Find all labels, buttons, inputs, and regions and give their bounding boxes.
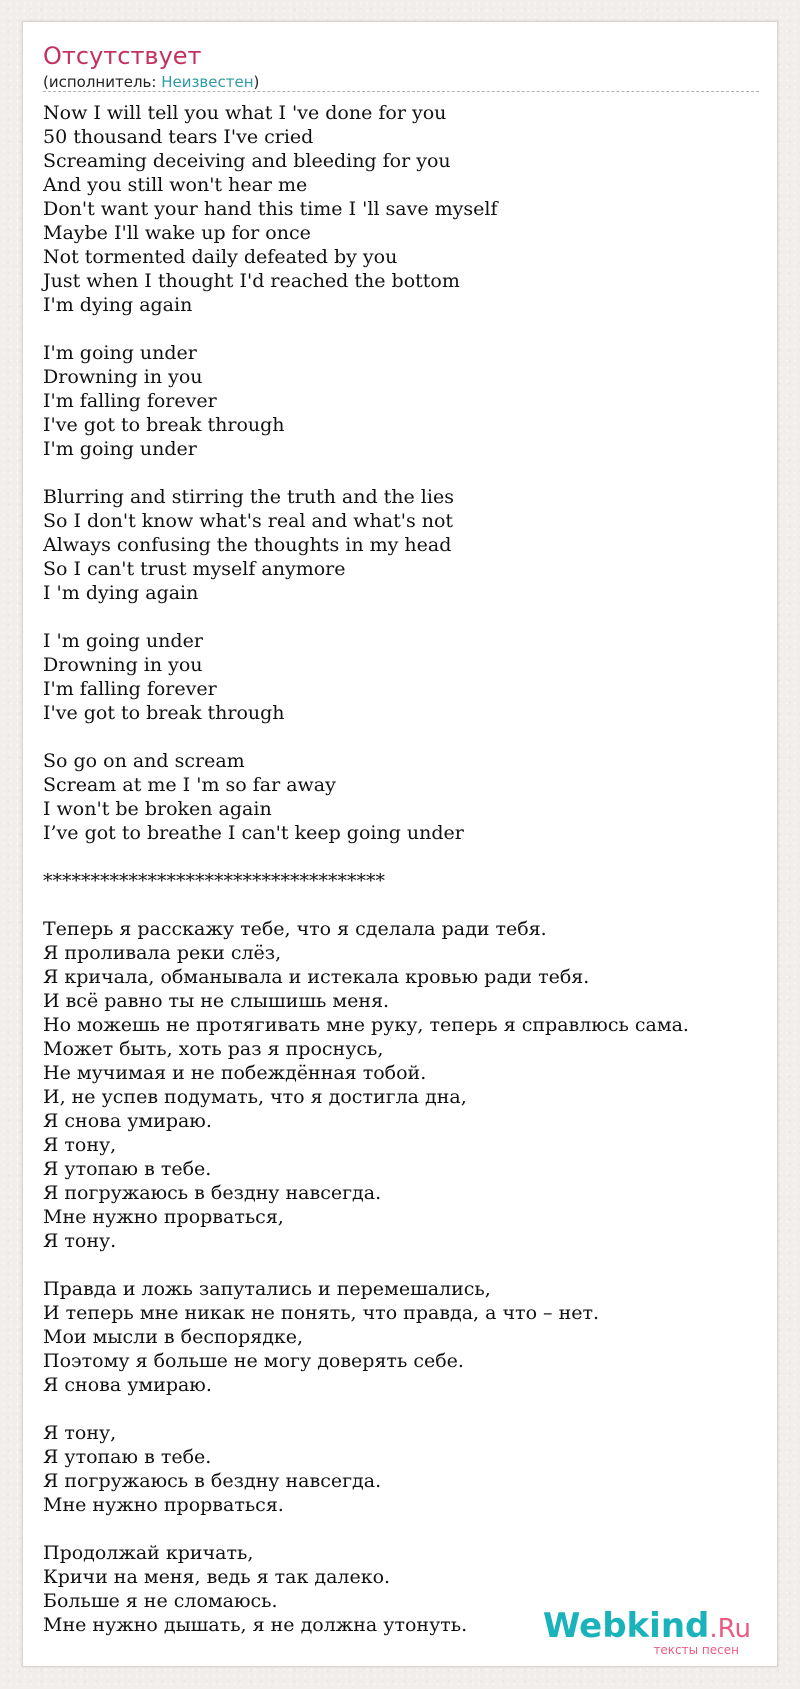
lyric-line: Но можешь не протягивать мне руку, теперь я справлюсь сама. xyxy=(43,1014,689,1036)
artist-link[interactable]: Неизвестен xyxy=(161,73,254,91)
lyric-blank-line xyxy=(43,1397,763,1421)
lyric-line: Я снова умираю. xyxy=(43,1110,212,1132)
lyric-line: И теперь мне никак не понять, что правда, а что – нет. xyxy=(43,1302,600,1324)
lyric-line: Мне нужно прорваться, xyxy=(43,1206,284,1228)
lyric-line: Мне нужно прорваться. xyxy=(43,1494,284,1516)
lyric-line: Blurring and stirring the truth and the lies xyxy=(43,486,454,508)
logo-domain: .Ru xyxy=(709,1614,751,1644)
logo-tagline: тексты песен xyxy=(653,1643,739,1657)
lyric-line: I'm going under xyxy=(43,438,197,460)
lyric-line: ************************************ xyxy=(43,870,385,892)
lyric-line: Я снова умираю. xyxy=(43,1374,212,1396)
lyric-line: I've got to break through xyxy=(43,702,285,724)
lyric-line: Теперь я расскажу тебе, что я сделала ради тебя. xyxy=(43,918,547,940)
artist-suffix: ) xyxy=(253,73,260,91)
lyric-blank-line xyxy=(43,605,763,629)
lyric-line: Мне нужно дышать, я не должна утонуть. xyxy=(43,1614,468,1636)
lyric-line: Мои мысли в беспорядке, xyxy=(43,1326,304,1348)
lyric-line: I'm dying again xyxy=(43,294,193,316)
lyric-line: Кричи на меня, ведь я так далеко. xyxy=(43,1566,391,1588)
lyric-line: Продолжай кричать, xyxy=(43,1542,254,1564)
lyric-line: So I can't trust myself anymore xyxy=(43,558,346,580)
lyric-line: Not tormented daily defeated by you xyxy=(43,246,398,268)
lyric-line: So go on and scream xyxy=(43,750,245,772)
lyric-line: And you still won't hear me xyxy=(43,174,308,196)
lyric-line: I'm falling forever xyxy=(43,678,217,700)
lyrics-card xyxy=(22,21,778,1667)
lyric-line: Я тону. xyxy=(43,1230,117,1252)
logo-main-text: Webkind xyxy=(542,1606,710,1646)
lyric-line: I've got to break through xyxy=(43,414,285,436)
lyric-line: Drowning in you xyxy=(43,654,203,676)
lyric-line: Scream at me I 'm so far away xyxy=(43,774,336,796)
lyric-blank-line xyxy=(43,461,763,485)
song-title: Отсутствует xyxy=(43,42,202,70)
lyric-line: Я погружаюсь в бездну навсегда. xyxy=(43,1182,382,1204)
lyrics-text xyxy=(43,101,763,1637)
lyric-line: Правда и ложь запутались и перемешались, xyxy=(43,1278,491,1300)
lyric-line: Just when I thought I'd reached the bottom xyxy=(43,270,460,292)
lyric-line: Поэтому я больше не могу доверять себе. xyxy=(43,1350,464,1372)
lyric-blank-line xyxy=(43,725,763,749)
lyric-line: И всё равно ты не слышишь меня. xyxy=(43,990,390,1012)
lyric-line: Always confusing the thoughts in my head xyxy=(43,534,452,556)
lyric-line: 50 thousand tears I've cried xyxy=(43,126,314,148)
lyric-line: So I don't know what's real and what's not xyxy=(43,510,454,532)
lyric-blank-line xyxy=(43,1517,763,1541)
lyric-line: Я утопаю в тебе. xyxy=(43,1158,212,1180)
lyric-line: I 'm going under xyxy=(43,630,203,652)
lyric-line: Drowning in you xyxy=(43,366,203,388)
lyric-line: Может быть, хоть раз я проснусь, xyxy=(43,1038,384,1060)
lyric-line: Now I will tell you what I 've done for you xyxy=(43,102,447,124)
lyric-blank-line xyxy=(43,1253,763,1277)
lyric-line: Я погружаюсь в бездну навсегда. xyxy=(43,1470,382,1492)
lyric-line: I’ve got to breathe I can't keep going under xyxy=(43,822,464,844)
webkind-logo[interactable] xyxy=(542,1606,751,1658)
lyric-line: I'm going under xyxy=(43,342,197,364)
lyric-line: Я тону, xyxy=(43,1422,117,1444)
lyric-blank-line xyxy=(43,845,763,869)
lyric-blank-line xyxy=(43,893,763,917)
lyric-line: Я проливала реки слёз, xyxy=(43,942,282,964)
lyric-line: Я кричала, обманывала и истекала кровью ради тебя. xyxy=(43,966,590,988)
lyric-line: Я тону, xyxy=(43,1134,117,1156)
lyric-line: I'm falling forever xyxy=(43,390,217,412)
lyric-line: Я утопаю в тебе. xyxy=(43,1446,212,1468)
lyric-line: I 'm dying again xyxy=(43,582,199,604)
lyric-line: Screaming deceiving and bleeding for you xyxy=(43,150,451,172)
lyric-line: Don't want your hand this time I 'll save myself xyxy=(43,198,498,220)
artist-line xyxy=(43,72,259,92)
lyric-line: I won't be broken again xyxy=(43,798,272,820)
title-divider xyxy=(43,91,759,92)
lyric-line: Не мучимая и не побеждённая тобой. xyxy=(43,1062,427,1084)
lyric-blank-line xyxy=(43,317,763,341)
lyric-line: Больше я не сломаюсь. xyxy=(43,1590,278,1612)
lyric-line: И, не успев подумать, что я достигла дна, xyxy=(43,1086,467,1108)
artist-prefix: (исполнитель: xyxy=(43,73,162,91)
lyric-line: Maybe I'll wake up for once xyxy=(43,222,311,244)
